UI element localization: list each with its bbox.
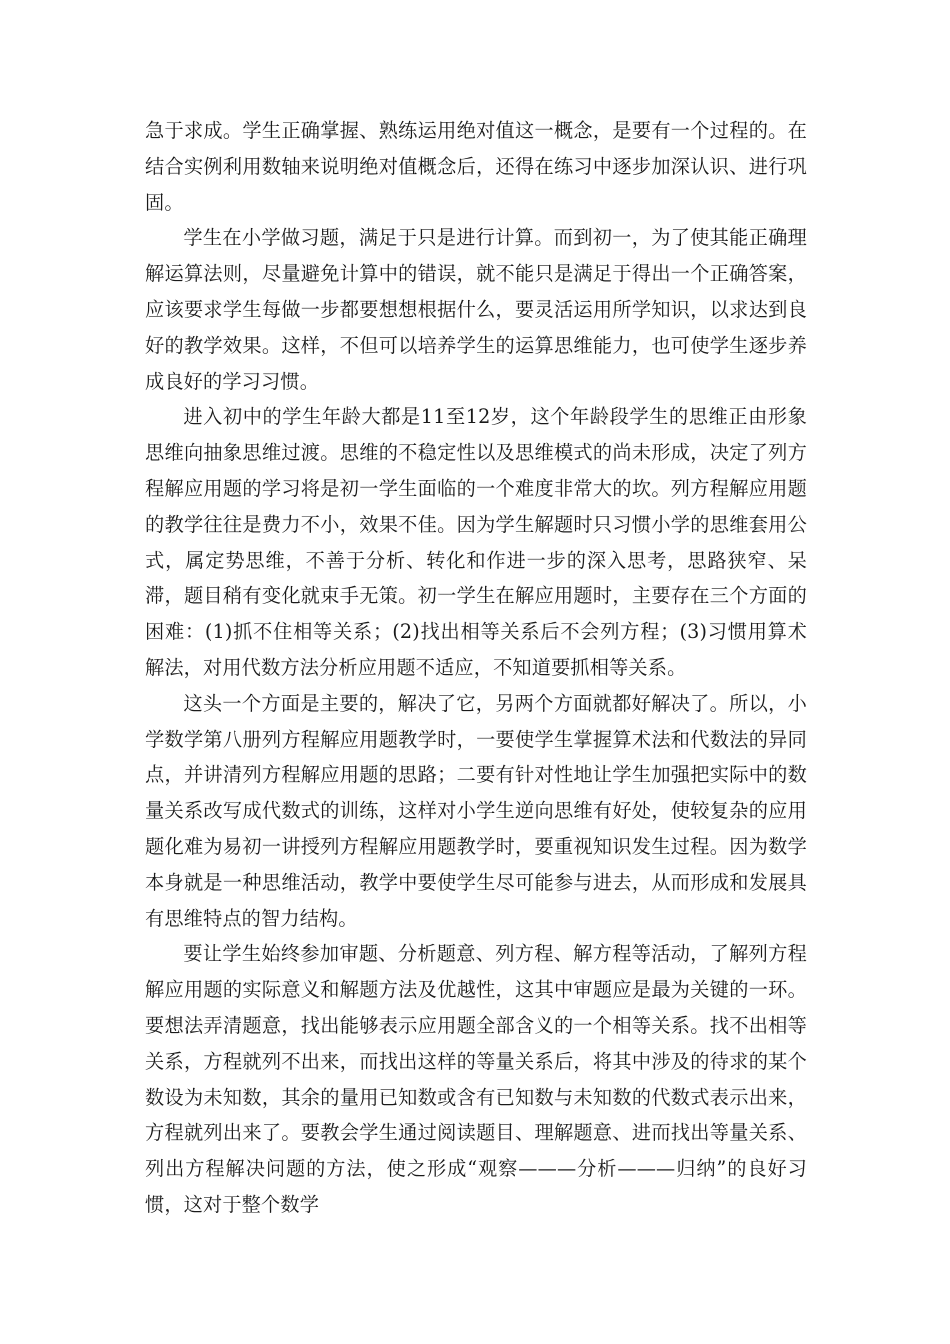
paragraph-2: 学生在小学做习题，满足于只是进行计算。而到初一，为了使其能正确理解运算法则，尽量避免计算中的错误，就不能只是满足于得出一个正确答案，应该要求学生每做一步都要想想根据什么，要灵活运用所学知识，以求达到良好的教学效果。这样，不但可以培养学生的运算思维能力，也可使学生逐步养成良好的学习习惯。 bbox=[145, 226, 807, 393]
paragraph-3: 进入初中的学生年龄大都是11至12岁，这个年龄段学生的思维正由形象思维向抽象思维过渡。思维的不稳定性以及思维模式的尚未形成，决定了列方程解应用题的学习将是初一学生面临的一个难度非常大的坎。列方程解应用题的教学往往是费力不小，效果不佳。因为学生解题时只习惯小学的思维套用公式，属定势思维，不善于分析、转化和作进一步的深入思考，思路狭窄、呆滞，题目稍有变化就束手无策。初一学生在解应用题时，主要存在三个方面的困难：(1)抓不住相等关系；(2)找出相等关系后不会列方程；(3)习惯用算术解法，对用代数方法分析应用题不适应，不知道要抓相等关系。 bbox=[145, 405, 807, 679]
paragraph-1: 急于求成。学生正确掌握、熟练运用绝对值这一概念，是要有一个过程的。在结合实例利用数轴来说明绝对值概念后，还得在练习中逐步加深认识、进行巩固。 bbox=[145, 119, 807, 214]
paragraph-5: 要让学生始终参加审题、分析题意、列方程、解方程等活动，了解列方程解应用题的实际意义和解题方法及优越性，这其中审题应是最为关键的一环。要想法弄清题意，找出能够表示应用题全部含义的一个相等关系。找不出相等关系，方程就列不出来，而找出这样的等量关系后，将其中涉及的待求的某个数设为未知数，其余的量用已知数或含有已知数与未知数的代数式表示出来，方程就列出来了。要教会学生通过阅读题目、理解题意、进而找出等量关系、列出方程解决问题的方法，使之形成“观察———分析———归纳”的良好习惯，这对于整个数学 bbox=[145, 942, 807, 1216]
document-body bbox=[145, 113, 807, 1223]
paragraph-4: 这头一个方面是主要的，解决了它，另两个方面就都好解决了。所以，小学数学第八册列方程解应用题教学时，一要使学生掌握算术法和代数法的异同点，并讲清列方程解应用题的思路；二要有针对性地让学生加强把实际中的数量关系改写成代数式的训练，这样对小学生逆向思维有好处，使较复杂的应用题化难为易初一讲授列方程解应用题教学时，要重视知识发生过程。因为数学本身就是一种思维活动，教学中要使学生尽可能参与进去，从而形成和发展具有思维特点的智力结构。 bbox=[145, 691, 807, 930]
